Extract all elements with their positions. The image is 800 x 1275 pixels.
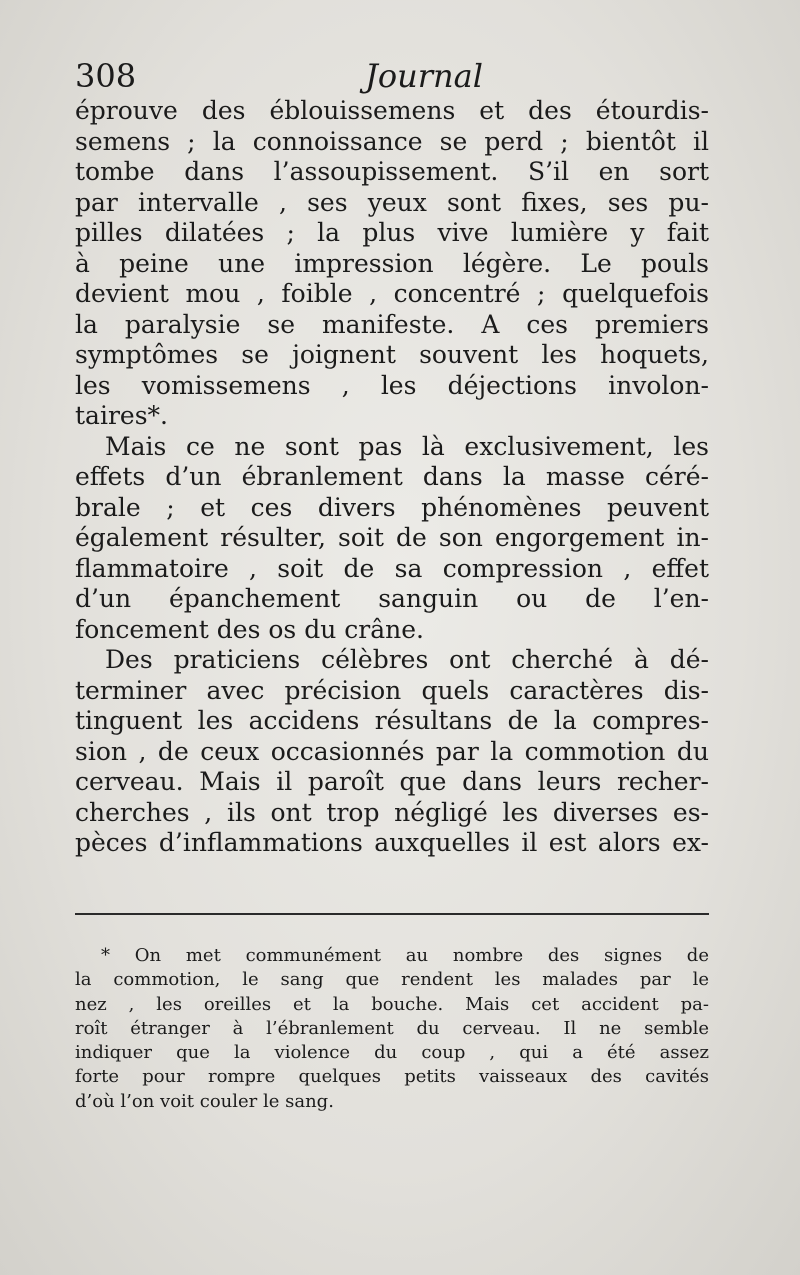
text-line: éprouve des éblouissemens et des étourdis- [75, 96, 709, 125]
text-line: brale ; et ces divers phénomènes peuvent [75, 492, 709, 522]
text-line: tombe dans l’assoupissement. S’il en sort [75, 157, 709, 186]
text-line: taires*. [75, 401, 168, 430]
footnote-line: indiquer que la violence du coup , qui a été assez [75, 1042, 709, 1064]
footnote-line: * On met communément au nombre des signes de [101, 945, 709, 966]
text-line: symptômes se joignent souvent les hoquets, [75, 340, 709, 369]
page-header [75, 54, 715, 98]
text-line: Mais ce ne sont pas là exclusivement, les [105, 431, 709, 461]
footnote-line: nez , les oreilles et la bouche. Mais cet accident pa- [75, 993, 709, 1015]
text-line: Des praticiens célèbres ont cherché à dé- [105, 645, 709, 674]
footnote-line: d’où l’on voit couler le sang. [75, 1090, 334, 1112]
text-line: tinguent les accidens résultans de la compres- [75, 706, 709, 735]
text-line: pèces d’inflammations auxquelles il est alors ex- [75, 828, 709, 857]
text-line: effets d’un ébranlement dans la masse céré- [75, 462, 709, 491]
text-line: également résulter, soit de son engorgement in- [75, 523, 709, 552]
text-line: foncement des os du crâne. [75, 614, 424, 644]
footnote-line: la commotion, le sang que rendent les malades par le [75, 969, 709, 991]
text-line: cherches , ils ont trop négligé les diverses es- [75, 797, 709, 827]
text-line: à peine une impression légère. Le pouls [75, 248, 709, 278]
text-line: par intervalle , ses yeux sont fixes, ses pu- [75, 187, 709, 217]
text-line: cerveau. Mais il paroît que dans leurs recher- [75, 767, 709, 796]
body-text [75, 96, 709, 859]
text-line: semens ; la connoissance se perd ; bientôt il [75, 126, 709, 156]
footnote-line: forte pour rompre quelques petits vaisseaux des cavités [75, 1066, 709, 1088]
text-line: sion , de ceux occasionnés par la commotion du [75, 736, 709, 766]
footnote [75, 944, 709, 1114]
text-line: pilles dilatées ; la plus vive lumière y fait [75, 218, 709, 247]
text-line: d’un épanchement sanguin ou de l’en- [75, 584, 709, 613]
text-line: la paralysie se manifeste. A ces premiers [75, 309, 709, 339]
text-line: flammatoire , soit de sa compression , effet [75, 553, 709, 583]
text-line: devient mou , foible , concentré ; quelquefois [75, 279, 709, 308]
page-number: 308 [75, 57, 137, 95]
footnote-divider [75, 913, 709, 915]
running-head: Journal [365, 57, 483, 95]
text-line: les vomissemens , les déjections involon- [75, 370, 709, 400]
footnote-line: roît étranger à l’ébranlement du cerveau. Il ne semble [75, 1017, 709, 1039]
text-line: terminer avec précision quels caractères dis- [75, 675, 709, 705]
